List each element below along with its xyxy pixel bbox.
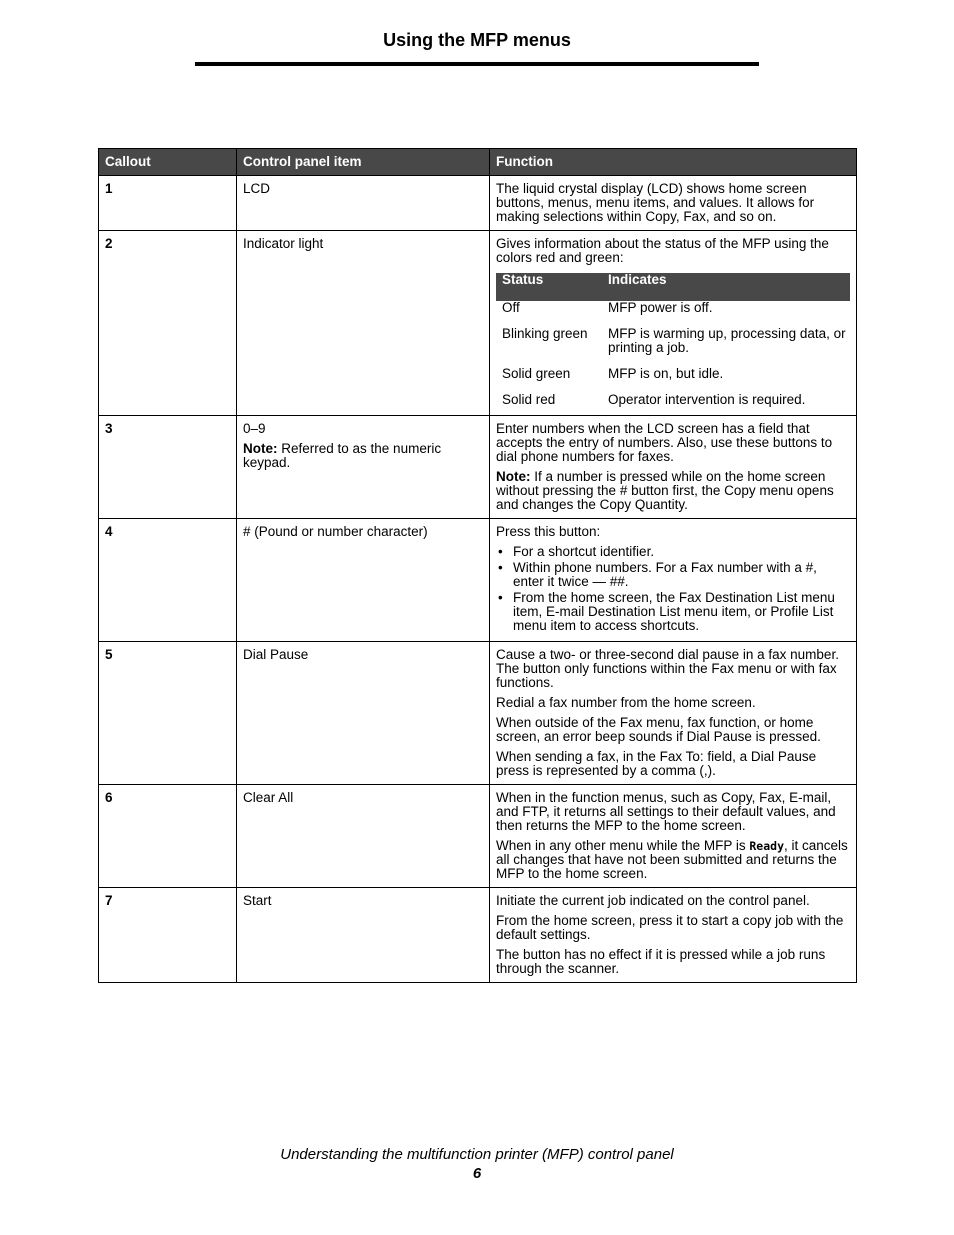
status-value: Off [502, 300, 520, 315]
list-item: • From the home screen, the Fax Destination List menu item, E-mail Destination List menu item, or Profile List menu item to access shortcuts. [496, 591, 850, 633]
text-after-code: , it cancels all changes that have not been submitted and returns the MFP to the home screen. [496, 838, 848, 881]
status-table [496, 273, 850, 407]
note-text: If a number is pressed while on the home screen without pressing the # button first, the Copy menu opens and changes the Copy Quantity. [496, 469, 834, 512]
status-value: Blinking green [502, 326, 588, 341]
note-label: Note: [496, 469, 531, 484]
function-cell [490, 642, 857, 785]
callout-cell: 5 [99, 642, 237, 785]
function-text: When sending a fax, in the Fax To: field, a Dial Pause press is represented by a comma (,). [496, 749, 817, 778]
callout-cell: 2 [99, 231, 237, 416]
table-row [99, 642, 857, 785]
function-text: Cause a two- or three-second dial pause in a fax number. The button only functions within the Fax menu or with fax functions. [496, 647, 839, 690]
item-cell: # (Pound or number character) [237, 519, 490, 642]
table-header-row [99, 149, 857, 176]
callout-cell: 6 [99, 785, 237, 888]
table-row [99, 416, 857, 519]
ready-code: Ready [749, 839, 784, 853]
indicates-value: MFP power is off. [608, 300, 713, 315]
item-cell: LCD [237, 176, 490, 231]
callout-cell: 7 [99, 888, 237, 983]
header-control-panel-item: Control panel item [237, 149, 490, 176]
function-cell [490, 231, 857, 416]
function-text: Redial a fax number from the home screen. [496, 695, 756, 710]
callout-cell: 4 [99, 519, 237, 642]
table-row [99, 176, 857, 231]
function-text: Gives information about the status of the MFP using the colors red and green: [496, 236, 829, 265]
status-value: Solid red [502, 392, 556, 407]
function-text: The button has no effect if it is pressed while a job runs through the scanner. [496, 947, 826, 976]
callout-cell: 1 [99, 176, 237, 231]
function-cell [490, 888, 857, 983]
item-cell: Start [237, 888, 490, 983]
item-note [243, 442, 483, 470]
header-callout: Callout [99, 149, 237, 176]
function-text: The liquid crystal display (LCD) shows home screen buttons, menus, menu items, and values. It allows for making selections within Copy, Fax, and so on. [496, 181, 815, 224]
note-text: Referred to as the numeric keypad. [243, 441, 442, 470]
table-row [99, 519, 857, 642]
function-text: Press this button: [496, 524, 601, 539]
indicates-value: MFP is on, but idle. [608, 366, 724, 381]
status-value: Solid green [502, 366, 571, 381]
function-text: Initiate the current job indicated on the control panel. [496, 893, 810, 908]
control-panel-table [98, 148, 857, 983]
page-title: Using the MFP menus [383, 30, 571, 50]
indicates-value: Operator intervention is required. [608, 392, 806, 407]
item-cell: Dial Pause [237, 642, 490, 785]
note-label: Note: [243, 441, 278, 456]
bullet-list [496, 545, 850, 633]
footer-section-title: Understanding the multifunction printer (MFP) control panel [280, 1146, 674, 1163]
text-before-code: When in any other menu while the MFP is [496, 838, 750, 853]
indicates-header: Indicates [602, 273, 850, 301]
function-note [496, 470, 850, 512]
header-function: Function [490, 149, 857, 176]
function-text: From the home screen, press it to start a copy job with the default settings. [496, 913, 844, 942]
item-cell: Indicator light [237, 231, 490, 416]
function-cell [490, 785, 857, 888]
item-cell: Clear All [237, 785, 490, 888]
callout-cell: 3 [99, 416, 237, 519]
table-row [99, 888, 857, 983]
footer-page-number: 6 [472, 1165, 482, 1182]
item-cell [237, 416, 490, 519]
item-text: 0–9 [243, 421, 266, 436]
list-item: • Within phone numbers. For a Fax number with a #, enter it twice — ##. [496, 561, 850, 589]
list-item: • For a shortcut identifier. [496, 545, 850, 559]
table-row [99, 785, 857, 888]
function-text: Enter numbers when the LCD screen has a field that accepts the entry of numbers. Also, use these buttons to dial phone numbers for faxes. [496, 421, 833, 464]
function-cell [490, 416, 857, 519]
function-text [496, 839, 850, 881]
function-text: When in the function menus, such as Copy, Fax, E-mail, and FTP, it returns all settings to their default values, and then returns the MFP to the home screen. [496, 790, 836, 833]
table-row [99, 231, 857, 416]
status-header: Status [496, 273, 602, 301]
function-text: When outside of the Fax menu, fax function, or home screen, an error beep sounds if Dial Pause is pressed. [496, 715, 821, 744]
function-cell [490, 519, 857, 642]
title-rule [195, 62, 759, 66]
function-cell [490, 176, 857, 231]
indicates-value: MFP is warming up, processing data, or printing a job. [608, 326, 846, 355]
